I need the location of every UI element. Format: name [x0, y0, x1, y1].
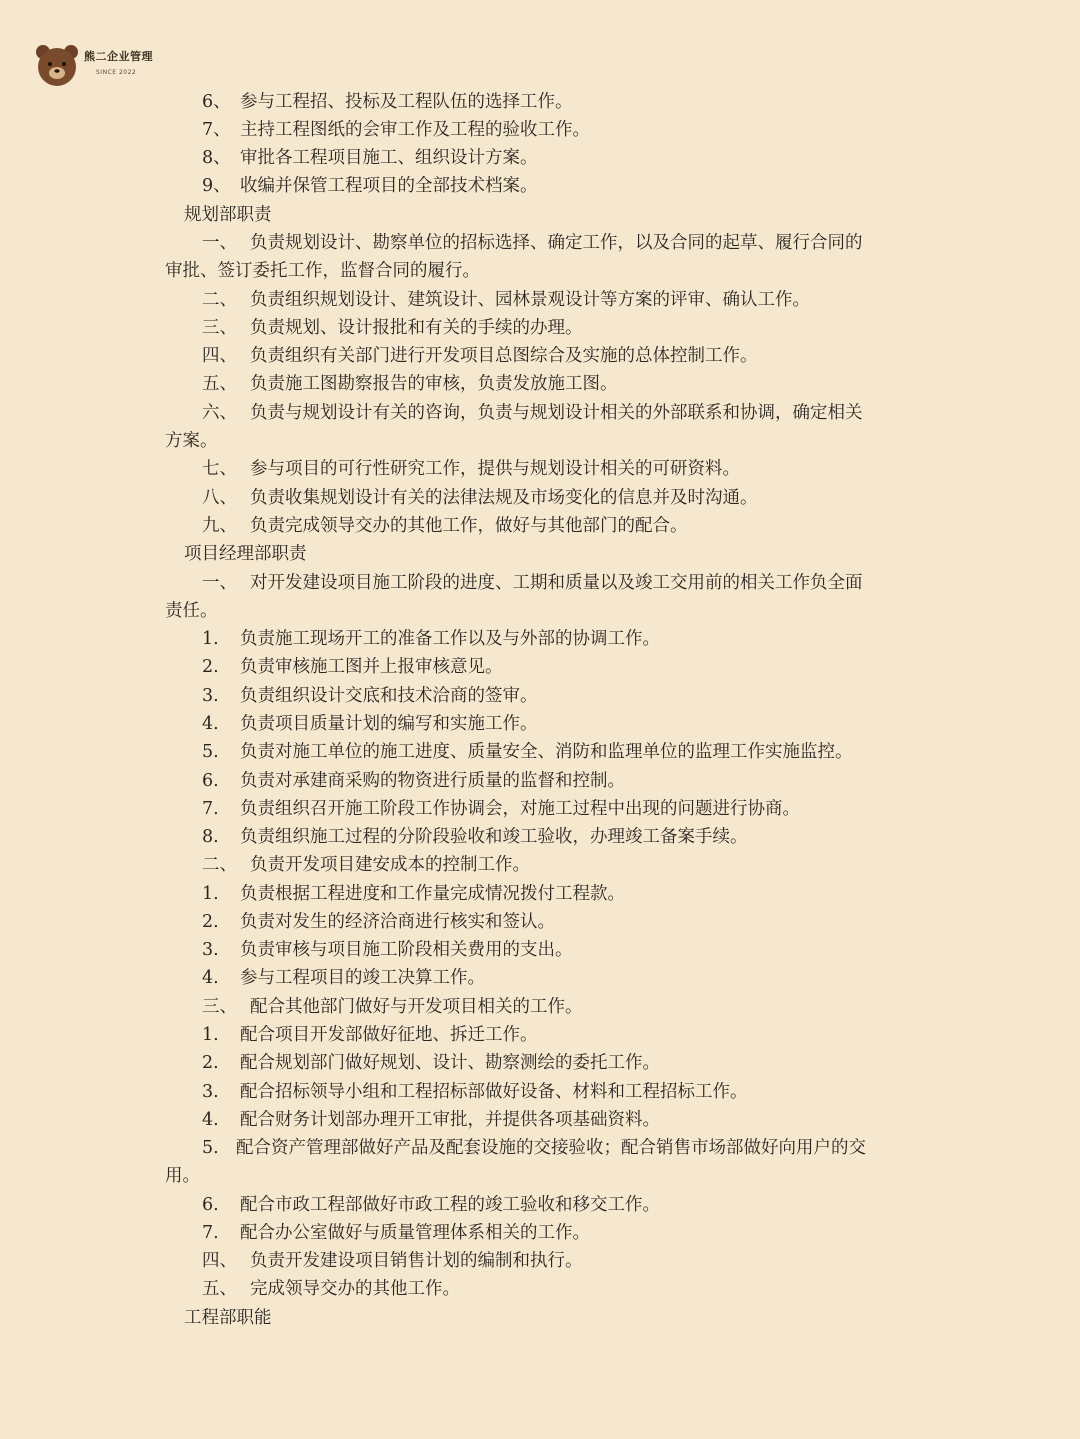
list-item [202, 342, 758, 370]
item-number: 1. [202, 629, 219, 649]
section-heading: 工程部职能 [184, 1308, 272, 1328]
item-number: 6. [202, 771, 219, 791]
item-text: 负责对承建商采购的物资进行质量的监督和控制。 [240, 771, 625, 791]
item-number: 4. [202, 1110, 219, 1130]
item-text: 配合其他部门做好与开发项目相关的工作。 [250, 997, 583, 1017]
list-item [202, 738, 853, 766]
list-item [202, 314, 583, 342]
item-number: 一、 [202, 573, 237, 593]
item-number: 九、 [202, 516, 237, 536]
item-number: 2. [202, 912, 219, 932]
item-text: 负责组织有关部门进行开发项目总图综合及实施的总体控制工作。 [250, 346, 758, 366]
item-text: 参与工程项目的竣工决算工作。 [240, 968, 485, 988]
list-item [202, 993, 583, 1021]
item-number: 5. [202, 742, 219, 762]
item-number: 4. [202, 968, 219, 988]
list-item [202, 851, 530, 879]
list-item [202, 286, 810, 314]
list-item [202, 484, 758, 512]
item-text: 负责组织设计交底和技术洽商的签审。 [240, 686, 538, 706]
item-text: 配合招标领导小组和工程招标部做好设备、材料和工程招标工作。 [240, 1082, 748, 1102]
item-text: 负责组织规划设计、建筑设计、园林景观设计等方案的评审、确认工作。 [250, 290, 810, 310]
section-heading: 项目经理部职责 [184, 544, 307, 564]
item-number: 5. [202, 1138, 219, 1158]
item-number: 8. [202, 827, 219, 847]
item-number: 三、 [202, 997, 237, 1017]
item-text: 负责组织施工过程的分阶段验收和竣工验收，办理竣工备案手续。 [240, 827, 748, 847]
item-text: 审批各工程项目施工、组织设计方案。 [240, 148, 538, 168]
item-text-continued: 方案。 [165, 431, 218, 451]
item-text: 配合规划部门做好规划、设计、勘察测绘的委托工作。 [240, 1053, 660, 1073]
list-item [202, 172, 538, 200]
item-number: 6. [202, 1195, 219, 1215]
item-text-continued: 用。 [165, 1166, 200, 1186]
item-number: 三、 [202, 318, 237, 338]
list-item [202, 682, 538, 710]
item-text: 负责施工现场开工的准备工作以及与外部的协调工作。 [240, 629, 660, 649]
item-number: 五、 [202, 374, 237, 394]
list-item [202, 908, 555, 936]
list-item [202, 767, 625, 795]
item-text: 负责审核与项目施工阶段相关费用的支出。 [240, 940, 573, 960]
item-text: 配合办公室做好与质量管理体系相关的工作。 [240, 1223, 590, 1243]
item-number: 3. [202, 940, 219, 960]
item-number: 八、 [202, 488, 237, 508]
item-text: 配合资产管理部做好产品及配套设施的交接验收；配合销售市场部做好向用户的交 [236, 1138, 866, 1158]
list-item [202, 88, 573, 116]
item-text: 负责审核施工图并上报审核意见。 [240, 657, 503, 677]
list-item [202, 880, 625, 908]
list-item [202, 625, 660, 653]
list-item [202, 144, 538, 172]
item-number: 2. [202, 657, 219, 677]
item-text: 配合项目开发部做好征地、拆迁工作。 [240, 1025, 538, 1045]
brand-name: 熊二企业管理 [84, 50, 153, 63]
item-number: 1. [202, 1025, 219, 1045]
item-number: 8、 [202, 148, 231, 168]
item-number: 五、 [202, 1279, 237, 1299]
list-item [202, 1106, 660, 1134]
item-text: 配合财务计划部办理开工审批，并提供各项基础资料。 [240, 1110, 660, 1130]
list-item [202, 1275, 460, 1303]
item-number: 2. [202, 1053, 219, 1073]
list-item [202, 455, 740, 483]
item-number: 9、 [202, 176, 231, 196]
item-text: 完成领导交办的其他工作。 [250, 1279, 460, 1299]
item-number: 四、 [202, 346, 237, 366]
item-text: 负责收集规划设计有关的法律法规及市场变化的信息并及时沟通。 [250, 488, 758, 508]
list-item [202, 569, 863, 597]
item-text: 配合市政工程部做好市政工程的竣工验收和移交工作。 [240, 1195, 660, 1215]
list-item [202, 936, 573, 964]
item-text: 负责开发项目建安成本的控制工作。 [250, 855, 530, 875]
list-item [202, 1247, 583, 1275]
list-item [202, 1191, 660, 1219]
item-text: 负责完成领导交办的其他工作，做好与其他部门的配合。 [250, 516, 688, 536]
item-number: 3. [202, 686, 219, 706]
item-text: 负责规划、设计报批和有关的手续的办理。 [250, 318, 583, 338]
item-number: 四、 [202, 1251, 237, 1271]
item-number: 7. [202, 799, 219, 819]
item-number: 3. [202, 1082, 219, 1102]
list-item [202, 710, 538, 738]
list-item [202, 229, 863, 257]
item-text: 负责规划设计、勘察单位的招标选择、确定工作，以及合同的起草、履行合同的 [250, 233, 863, 253]
list-item [202, 795, 800, 823]
list-item [202, 1134, 866, 1162]
list-item [202, 823, 748, 851]
item-number: 二、 [202, 290, 237, 310]
list-item [202, 1219, 590, 1247]
item-text: 负责与规划设计有关的咨询，负责与规划设计相关的外部联系和协调，确定相关 [250, 403, 863, 423]
item-text: 对开发建设项目施工阶段的进度、工期和质量以及竣工交用前的相关工作负全面 [250, 573, 863, 593]
item-text: 负责组织召开施工阶段工作协调会，对施工过程中出现的问题进行协商。 [240, 799, 800, 819]
item-text: 主持工程图纸的会审工作及工程的验收工作。 [240, 120, 590, 140]
bear-face-icon [34, 42, 80, 88]
item-number: 1. [202, 884, 219, 904]
item-number: 六、 [202, 403, 237, 423]
item-text: 负责对施工单位的施工进度、质量安全、消防和监理单位的监理工作实施监控。 [240, 742, 853, 762]
item-text: 负责施工图勘察报告的审核，负责发放施工图。 [250, 374, 618, 394]
list-item [202, 1021, 538, 1049]
item-text-continued: 责任。 [165, 601, 218, 621]
item-text: 负责开发建设项目销售计划的编制和执行。 [250, 1251, 583, 1271]
brand-logo [30, 38, 200, 94]
item-number: 七、 [202, 459, 237, 479]
item-number: 7、 [202, 120, 231, 140]
item-number: 4. [202, 714, 219, 734]
list-item [202, 964, 485, 992]
brand-since: SINCE 2022 [96, 69, 137, 76]
list-item [202, 370, 618, 398]
item-number: 7. [202, 1223, 219, 1243]
item-number: 6、 [202, 92, 231, 112]
list-item [202, 1049, 660, 1077]
item-number: 一、 [202, 233, 237, 253]
item-text: 负责根据工程进度和工作量完成情况拨付工程款。 [240, 884, 625, 904]
list-item [202, 116, 590, 144]
list-item [202, 653, 503, 681]
item-text: 参与工程招、投标及工程队伍的选择工作。 [240, 92, 573, 112]
item-number: 二、 [202, 855, 237, 875]
list-item [202, 1078, 748, 1106]
section-heading: 规划部职责 [184, 205, 272, 225]
item-text: 收编并保管工程项目的全部技术档案。 [240, 176, 538, 196]
item-text: 负责对发生的经济洽商进行核实和签认。 [240, 912, 555, 932]
list-item [202, 512, 688, 540]
item-text-continued: 审批、签订委托工作，监督合同的履行。 [165, 261, 480, 281]
list-item [202, 399, 863, 427]
item-text: 负责项目质量计划的编写和实施工作。 [240, 714, 538, 734]
item-text: 参与项目的可行性研究工作，提供与规划设计相关的可研资料。 [250, 459, 740, 479]
